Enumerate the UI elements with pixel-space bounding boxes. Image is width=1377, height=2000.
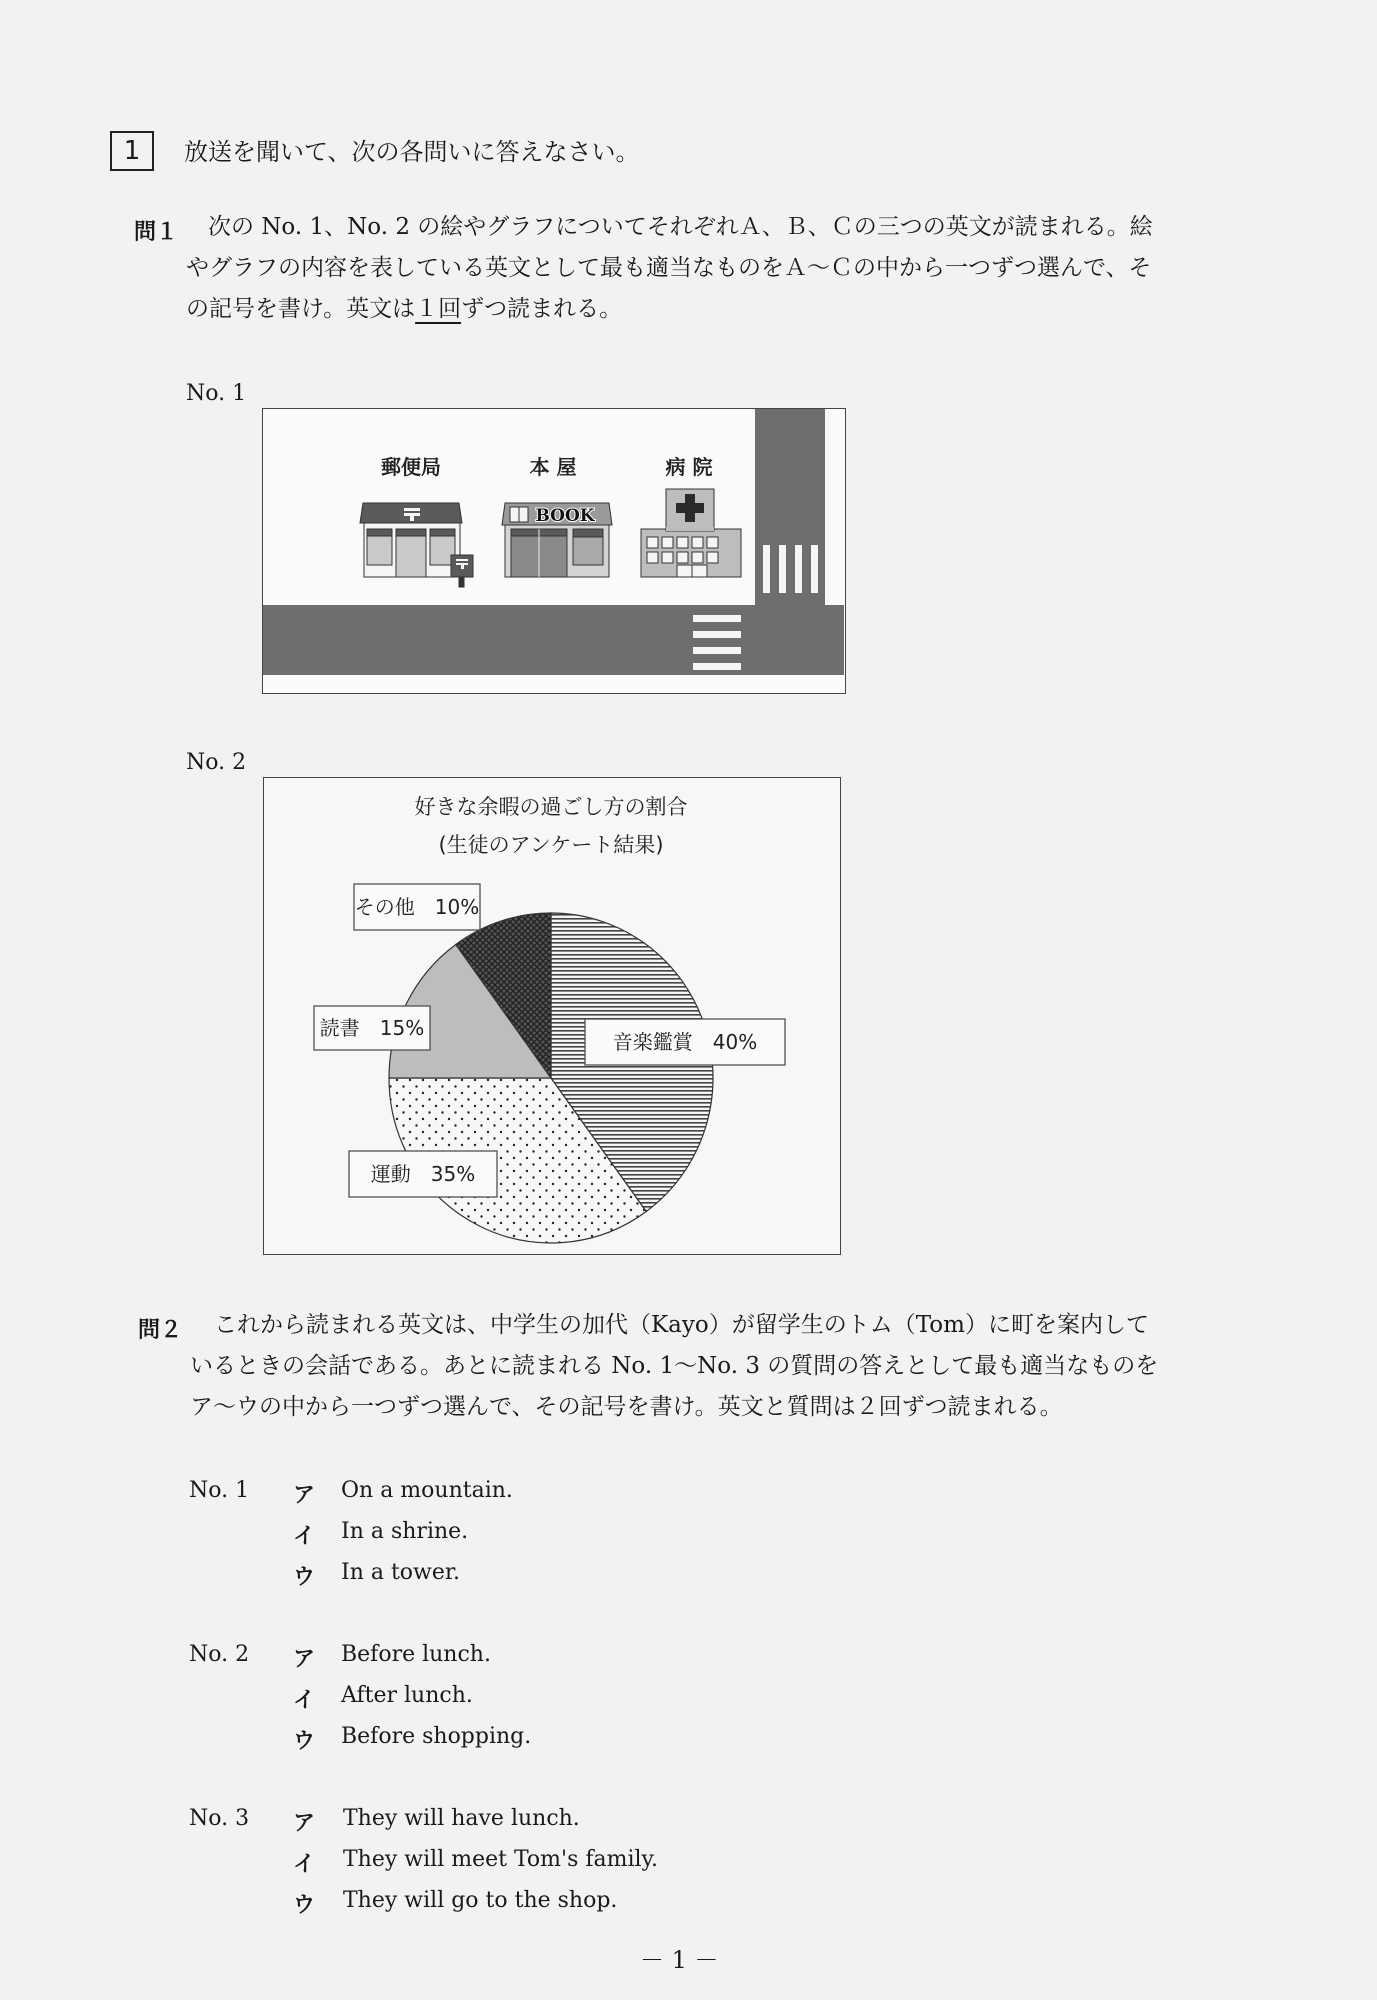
choice-kana: ウ	[293, 1565, 316, 1590]
q1-line3-pre: の記号を書け。英文は	[186, 296, 416, 322]
choice-text: After lunch.	[341, 1683, 473, 1708]
choice-kana: イ	[293, 1524, 316, 1549]
choice-kana: ウ	[293, 1729, 316, 1754]
q1-label: 問１	[134, 220, 179, 245]
figure2-pie-chart	[263, 777, 841, 1255]
q2-line2: いるときの会話である。あとに読まれる No. 1～No. 3 の質問の答えとして最も適当なものを	[190, 1353, 1159, 1379]
section-number: 1	[123, 136, 141, 166]
q1-line3-underlined: １回	[415, 296, 462, 322]
label-sports	[349, 1151, 497, 1197]
choice-kana: イ	[293, 1852, 316, 1877]
choice-text: Before lunch.	[341, 1642, 491, 1667]
q1-line2: やグラフの内容を表している英文として最も適当なものをＡ～Ｃの中から一つずつ選んで、そ	[186, 255, 1152, 281]
post-office-label: 郵便局	[381, 455, 441, 479]
q2-no2-label: No. 2	[189, 1642, 250, 1667]
q1-instructions	[208, 207, 1153, 248]
choice-text: They will go to the shop.	[343, 1888, 618, 1913]
choice-kana: イ	[293, 1688, 316, 1713]
book-sign: BOOK	[535, 506, 595, 526]
choice-text: They will meet Tom's family.	[343, 1847, 659, 1872]
choice-kana: ア	[293, 1483, 316, 1508]
figure2-label: No. 2	[186, 750, 247, 775]
svg-text:運動 35%: 運動 35%	[370, 1162, 476, 1186]
q1-line3	[186, 289, 622, 330]
bookstore-label: 本 屋	[529, 455, 577, 479]
choice-text: In a tower.	[341, 1560, 460, 1585]
q2-line3: ア～ウの中から一つずつ選んで、その記号を書け。英文と質問は２回ずつ読まれる。	[190, 1394, 1063, 1420]
post-office-icon	[360, 503, 473, 587]
figure1-town-map	[262, 408, 846, 694]
q2-no3-label: No. 3	[189, 1806, 250, 1831]
chart-subtitle: (生徒のアンケート結果)	[438, 833, 664, 857]
choice-kana: ア	[293, 1811, 316, 1836]
choice-text: Before shopping.	[341, 1724, 532, 1749]
label-music	[585, 1019, 785, 1065]
bookstore-icon	[502, 503, 612, 577]
q1-line3-post: ずつ読まれる。	[461, 296, 623, 322]
hospital-label: 病 院	[665, 455, 713, 479]
figure1-label: No. 1	[186, 381, 247, 406]
label-reading	[314, 1006, 430, 1050]
hospital-icon	[641, 489, 741, 577]
svg-text:音楽鑑賞 40%: 音楽鑑賞 40%	[612, 1030, 758, 1054]
choice-kana: ア	[293, 1647, 316, 1672]
q1-line1: 次の No. 1、No. 2 の絵やグラフについてそれぞれＡ、Ｂ、Ｃの三つの英文が読まれる。絵	[208, 214, 1153, 240]
q2-label: 問２	[138, 1318, 183, 1343]
label-other	[354, 884, 480, 930]
q2-no1-label: No. 1	[189, 1478, 250, 1503]
horizontal-road	[263, 605, 844, 675]
svg-text:その他 10%: その他 10%	[354, 895, 480, 919]
page-number: － 1 －	[640, 1946, 719, 1974]
svg-text:読書 15%: 読書 15%	[319, 1016, 425, 1040]
section-title: 放送を聞いて、次の各問いに答えなさい。	[184, 138, 640, 166]
choice-text: On a mountain.	[341, 1478, 513, 1503]
chart-title: 好きな余暇の過ごし方の割合	[414, 795, 688, 819]
section-number-box	[110, 131, 154, 171]
choice-text: They will have lunch.	[343, 1806, 580, 1831]
choice-kana: ウ	[293, 1893, 316, 1918]
choice-text: In a shrine.	[341, 1519, 469, 1544]
q2-line1: これから読まれる英文は、中学生の加代（Kayo）が留学生のトム（Tom）に町を案内して	[214, 1312, 1149, 1338]
